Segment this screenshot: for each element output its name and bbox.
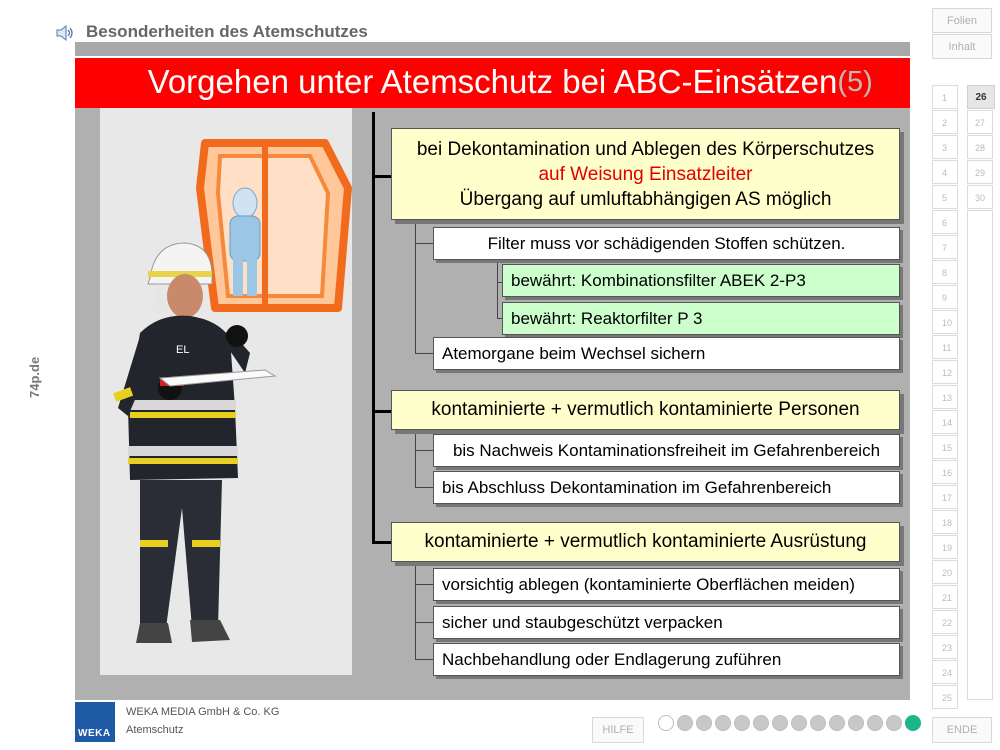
filter-reactor-box: bewährt: Reaktorfilter P 3 [502, 302, 900, 335]
page-link[interactable] [967, 185, 993, 209]
footer-company: WEKA MEDIA GmbH & Co. KG [126, 706, 280, 718]
page-link[interactable] [932, 135, 958, 159]
contents-button[interactable]: Inhalt [932, 34, 992, 59]
header-bar [75, 42, 910, 56]
firefighter-illustration [100, 108, 352, 675]
decon-tent-icon [200, 143, 348, 308]
page-title [75, 62, 910, 102]
page-link-label: 28 [975, 143, 986, 153]
progress-dot[interactable] [772, 715, 788, 731]
progress-dot[interactable] [658, 715, 674, 731]
page-link-label: 18 [942, 518, 953, 528]
decon-topic-line3: Übergang auf umluftabhängigen AS möglich [459, 188, 832, 210]
page-link[interactable] [932, 110, 958, 134]
page-link[interactable] [932, 410, 958, 434]
page-link[interactable] [932, 360, 958, 384]
page-link[interactable] [932, 85, 958, 109]
page-link-label: 20 [942, 568, 953, 578]
progress-dot[interactable] [905, 715, 921, 731]
progress-dot[interactable] [715, 715, 731, 731]
filter-note-box: Filter muss vor schädigenden Stoffen schützen. [433, 227, 900, 260]
current-page: 26 [967, 85, 995, 109]
page-link-label: 3 [942, 143, 948, 153]
page-link[interactable] [932, 685, 958, 709]
progress-dot[interactable] [867, 715, 883, 731]
decon-topic-line1: bei Dekontamination und Ablegen des Körperschutzes [416, 138, 875, 160]
page-link[interactable] [932, 635, 958, 659]
page-link-label: 12 [942, 368, 953, 378]
page-link[interactable] [932, 285, 958, 309]
page-link-label: 16 [942, 468, 953, 478]
page-link[interactable] [932, 660, 958, 684]
persons-topic-box: kontaminierte + vermutlich kontaminierte Personen [391, 390, 900, 430]
respiratory-secure-box: Atemorgane beim Wechsel sichern [433, 337, 900, 370]
page-title-number: (5) [837, 66, 873, 98]
page-link-label: 17 [942, 493, 953, 503]
page-link-label: 5 [942, 193, 948, 203]
weka-logo-text: WEKA [78, 728, 111, 739]
page-link-label: 8 [942, 268, 948, 278]
footer-subject: Atemschutz [126, 724, 184, 736]
page-link-label: 21 [942, 593, 953, 603]
page-link-label: 29 [975, 168, 986, 178]
page-link-label: 23 [942, 643, 953, 653]
page-link[interactable] [932, 560, 958, 584]
speaker-icon[interactable] [54, 22, 76, 44]
illustration-panel [100, 108, 352, 675]
page-link[interactable] [967, 135, 993, 159]
page-link-label: 30 [975, 193, 986, 203]
page-link-label: 7 [942, 243, 948, 253]
page-link-label: 11 [942, 343, 952, 353]
page-link-label: 19 [942, 543, 953, 553]
equipment-note1-box: vorsichtig ablegen (kontaminierte Oberflächen meiden) [433, 568, 900, 601]
page-link[interactable] [932, 260, 958, 284]
help-button[interactable]: HILFE [592, 717, 644, 743]
page-link-label: 13 [942, 393, 953, 403]
page-link[interactable] [932, 485, 958, 509]
page-link[interactable] [932, 235, 958, 259]
leader-badge: EL [176, 344, 190, 356]
page-link[interactable] [932, 160, 958, 184]
page-link-label: 27 [975, 118, 986, 128]
side-logo: 74p.de [27, 356, 42, 398]
decon-topic-line2: auf Weisung Einsatzleiter [538, 163, 753, 185]
page-link-label: 10 [942, 318, 953, 328]
page-link[interactable] [932, 610, 958, 634]
section-title: Besonderheiten des Atemschutzes [86, 22, 368, 41]
page-link[interactable] [967, 160, 993, 184]
page-link[interactable] [932, 435, 958, 459]
page-link[interactable] [932, 335, 958, 359]
tree-branch [372, 410, 392, 413]
page-link-label: 24 [942, 668, 953, 678]
progress-dot[interactable] [810, 715, 826, 731]
page-link[interactable] [932, 210, 958, 234]
progress-dot[interactable] [829, 715, 845, 731]
end-button[interactable]: ENDE [932, 717, 992, 743]
slides-button[interactable]: Folien [932, 8, 992, 33]
page-link[interactable] [932, 535, 958, 559]
page-link[interactable] [932, 585, 958, 609]
page-link-label: 6 [942, 218, 948, 228]
page-link-label: 4 [942, 168, 948, 178]
page-link-label: 1 [942, 93, 948, 103]
page-link[interactable] [932, 510, 958, 534]
page-link[interactable] [967, 110, 993, 134]
page-link[interactable] [932, 385, 958, 409]
persons-note1-box: bis Nachweis Kontaminationsfreiheit im Gefahrenbereich [433, 434, 900, 467]
page-link-label: 15 [942, 443, 953, 453]
page-link-label: 2 [942, 118, 948, 128]
filter-abek-box: bewährt: Kombinationsfilter ABEK 2-P3 [502, 264, 900, 297]
progress-dot[interactable] [677, 715, 693, 731]
page-scroll-track[interactable] [967, 210, 993, 700]
page-link[interactable] [932, 460, 958, 484]
progress-dot[interactable] [791, 715, 807, 731]
decon-topic-box [391, 128, 900, 220]
page-link-label: 25 [942, 693, 953, 703]
page-title-text: Vorgehen unter Atemschutz bei ABC-Einsätzen [147, 63, 838, 100]
tree-branch [372, 175, 392, 178]
page-link[interactable] [932, 310, 958, 334]
page-link-label: 22 [942, 618, 953, 628]
weka-logo [75, 702, 115, 742]
page-link-label: 14 [942, 418, 953, 428]
progress-dot[interactable] [696, 715, 712, 731]
persons-note2-box: bis Abschluss Dekontamination im Gefahrenbereich [433, 471, 900, 504]
equipment-topic-box: kontaminierte + vermutlich kontaminierte Ausrüstung [391, 522, 900, 562]
progress-dot[interactable] [848, 715, 864, 731]
progress-dot[interactable] [886, 715, 902, 731]
page-link[interactable] [932, 185, 958, 209]
equipment-note3-box: Nachbehandlung oder Endlagerung zuführen [433, 643, 900, 676]
page-link-label: 9 [942, 293, 948, 303]
progress-dot[interactable] [753, 715, 769, 731]
tree-branch [372, 541, 392, 544]
equipment-note2-box: sicher und staubgeschützt verpacken [433, 606, 900, 639]
progress-dot[interactable] [734, 715, 750, 731]
